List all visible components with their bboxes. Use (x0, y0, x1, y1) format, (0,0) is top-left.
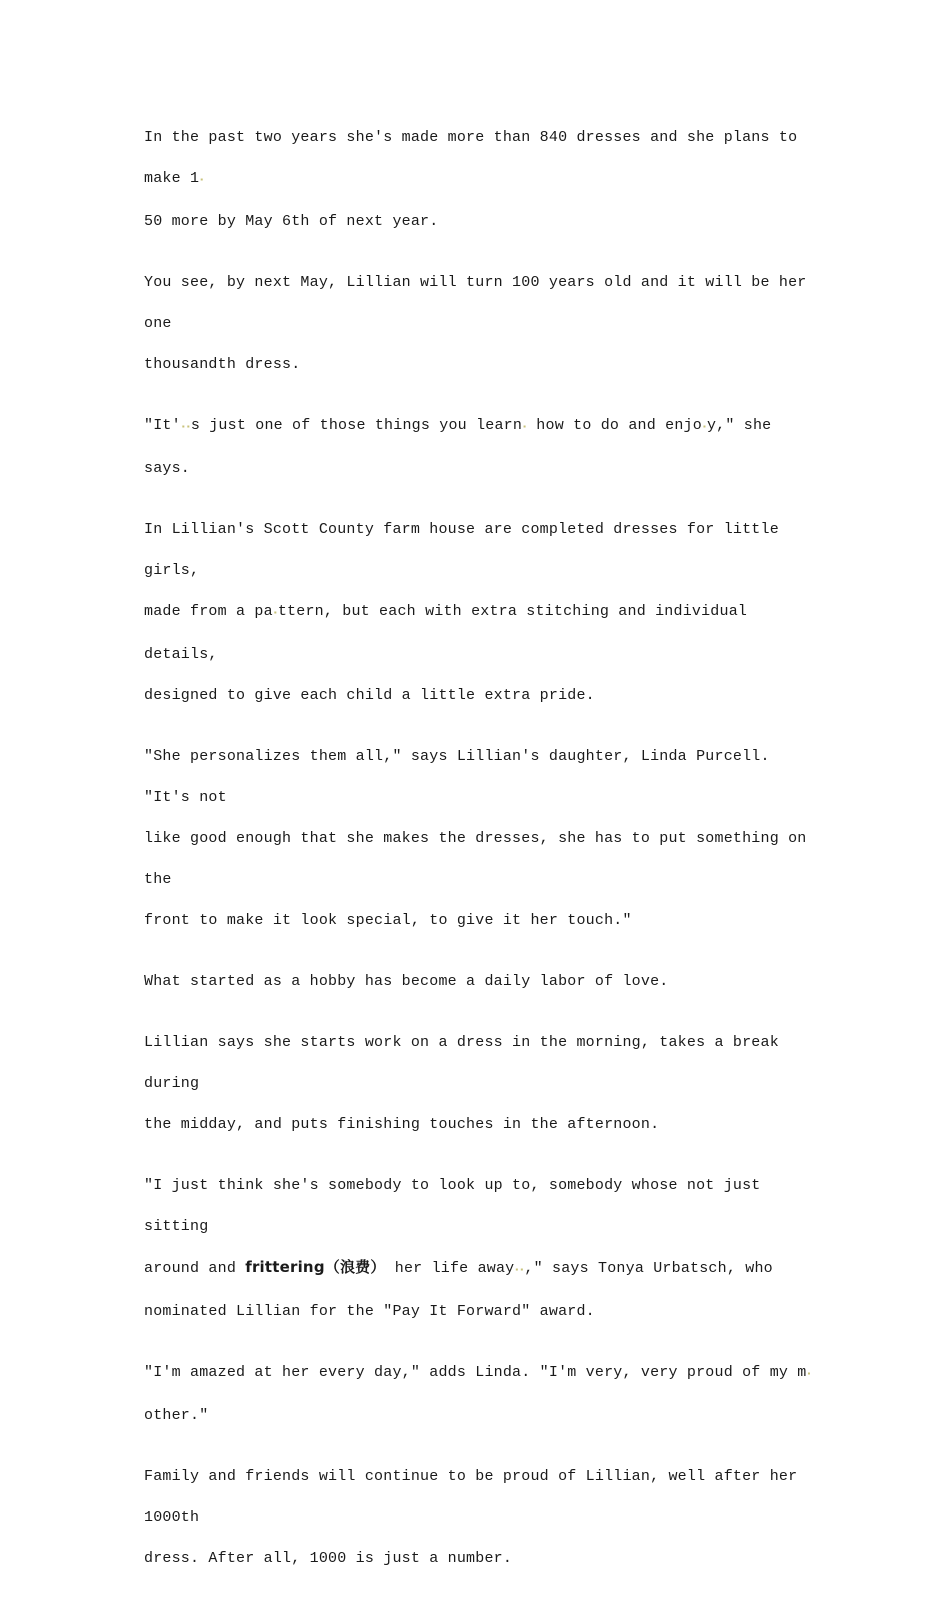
text-span: made from a pa (144, 603, 273, 620)
article-body (144, 117, 814, 1599)
text-span: ," says Tonya Urbatsch, who (524, 1260, 773, 1277)
vocabulary-term: frittering（浪费） (245, 1258, 386, 1276)
paragraph-daily-routine (144, 1022, 814, 1145)
watermark-dot: ▪ (701, 423, 707, 432)
paragraph-hobby (144, 961, 814, 1002)
paragraph-hundred-years (144, 262, 814, 385)
text-span: y," she says. (144, 417, 772, 477)
text-line: like good enough that she makes the dresses, she has to put something on the (144, 830, 807, 888)
text-line: thousandth dress. (144, 356, 301, 373)
paragraph-personalizes (144, 736, 814, 941)
text-span: ttern, but each with extra stitching and individual details, (144, 603, 748, 663)
watermark-dot: ▪ (806, 1370, 812, 1379)
paragraph-farm-house (144, 509, 814, 716)
paragraph-conclusion (144, 1456, 814, 1579)
watermark-dot: ▪▪ (180, 423, 191, 432)
watermark-dot: ▪ (272, 609, 278, 618)
text-line: You see, by next May, Lillian will turn 100 years old and it will be her one (144, 274, 807, 332)
text-span: how to do and enjo (527, 417, 702, 434)
text-line (144, 405, 814, 489)
paragraph-dresses-count (144, 117, 814, 242)
paragraph-quote-learn (144, 405, 814, 489)
text-span: her life away (385, 1260, 515, 1277)
watermark-dot: ▪ (522, 423, 528, 432)
text-line: designed to give each child a little extra pride. (144, 687, 595, 704)
text-span: In the past two years she's made more than 840 dresses and she plans to make 1 (144, 129, 798, 187)
text-span: "I'm amazed at her every day," adds Linda. "I'm very, very proud of my m (144, 1364, 807, 1381)
text-line (144, 1247, 814, 1291)
text-line: In Lillian's Scott County farm house are completed dresses for little girls, (144, 521, 779, 579)
text-line: "She personalizes them all," says Lillian's daughter, Linda Purcell. "It's not (144, 748, 770, 806)
text-line: the midday, and puts finishing touches in the afternoon. (144, 1116, 660, 1133)
text-span: "It' (144, 417, 181, 434)
paragraph-tonya-quote (144, 1165, 814, 1332)
text-line: front to make it look special, to give it her touch." (144, 912, 632, 929)
text-line: other." (144, 1407, 209, 1424)
text-line: "I just think she's somebody to look up to, somebody whose not just sitting (144, 1177, 761, 1235)
watermark-dot: ▪▪ (514, 1266, 525, 1275)
text-line: Lillian says she starts work on a dress in the morning, takes a break during (144, 1034, 779, 1092)
watermark-dot: ▪ (199, 176, 205, 185)
text-line (144, 1352, 814, 1395)
text-span: around and (144, 1260, 246, 1277)
text-line: Family and friends will continue to be proud of Lillian, well after her 1000th (144, 1468, 798, 1526)
text-span: s just one of those things you learn (190, 417, 523, 434)
text-line (144, 117, 814, 201)
paragraph-linda-quote (144, 1352, 814, 1436)
text-line: nominated Lillian for the "Pay It Forward" award. (144, 1303, 595, 1320)
text-line (144, 591, 814, 675)
text-line: dress. After all, 1000 is just a number. (144, 1550, 513, 1567)
text-line: 50 more by May 6th of next year. (144, 213, 439, 230)
text-line: What started as a hobby has become a daily labor of love. (144, 973, 669, 990)
